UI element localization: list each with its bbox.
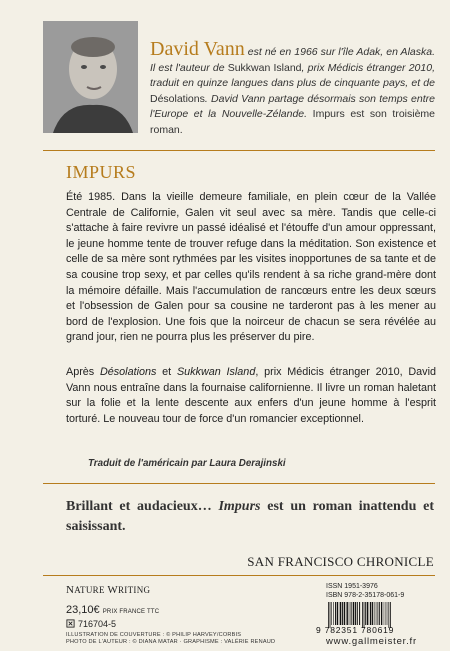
barcode-bar: [357, 602, 358, 625]
p2-text-a: Après: [66, 366, 100, 378]
bio-book-1: Sukkwan Island: [227, 61, 302, 74]
p2-book-2: Sukkwan Island: [176, 366, 256, 378]
collection-w: W: [107, 584, 118, 596]
price-value: 23,10€: [66, 604, 100, 616]
isbn: ISBN 978-2-35178-061-9: [326, 592, 405, 599]
barcode-bar: [351, 602, 352, 625]
author-name: David Vann: [150, 38, 245, 60]
bio-text-3: . David Vann partage désormais son temps entre l'Europe et la Nouvelle-Zélande.: [150, 92, 435, 120]
barcode-bar: [359, 602, 360, 625]
collection-ature: ATURE: [74, 585, 108, 595]
quote-source: SAN FRANCISCO CHRONICLE: [247, 554, 434, 569]
barcode-bar: [387, 602, 388, 625]
barcode-bar: [353, 602, 355, 625]
barcode-bar: [342, 602, 343, 625]
barcode-bar: [381, 602, 382, 625]
barcode-bar: [340, 602, 342, 625]
p2-text-c: , prix Médicis étranger 2010, David Vann nous entraîne dans la fournaise californienne. Il livre un roman haletant sur la folie et la lente descente aux enfers d'un jeune homme à l'esprit torturé. Le nouveau tour de force d'un romancier exceptionnel.: [66, 366, 436, 425]
collection-riting: RITING: [118, 585, 151, 595]
barcode-bar: [372, 602, 373, 625]
barcode-bar: [370, 602, 372, 625]
quote-text-c: est un roman inattendu et saisissant.: [66, 499, 434, 534]
barcode-bar: [355, 602, 356, 625]
barcode-bar: [365, 602, 366, 625]
middle-divider: [43, 483, 435, 484]
bio-text-2: , prix Médicis étranger 2010, traduit en quinze langues dans plus de cinquante pays, et de: [150, 61, 435, 89]
barcode-bar: [374, 602, 375, 625]
publisher-website[interactable]: www.gallmeister.fr: [326, 636, 417, 647]
barcode-bar: [383, 602, 384, 625]
barcode-bar: [344, 602, 346, 625]
issn: ISSN 1951-3976: [326, 583, 378, 590]
product-code: [66, 619, 116, 629]
author-bio: [150, 38, 436, 138]
barcode-bar: [331, 602, 332, 625]
quote-text-a: Brillant et audacieux…: [66, 499, 219, 514]
credits: [66, 632, 275, 646]
barcode-number: 9 782351 780619: [316, 625, 395, 635]
issn-isbn-block: [326, 582, 404, 600]
barcode-bar: [376, 602, 377, 625]
price: [66, 604, 159, 616]
credits-line-2: PHOTO DE L'AUTEUR : © DIANA MATAR · GRAPHISME : VALÉRIE RENAUD: [66, 639, 276, 645]
author-portrait-image: [43, 21, 138, 133]
barcode-bar: [378, 602, 379, 625]
barcode-bar: [337, 602, 338, 625]
p2-book-1: Désolations: [99, 366, 157, 378]
price-note: PRIX FRANCE TTC: [102, 609, 160, 615]
collection-name: [66, 584, 150, 596]
top-divider: [43, 150, 435, 151]
publisher-mark-icon: [66, 619, 75, 628]
barcode-bar: [335, 602, 336, 625]
barcode-bar: [333, 602, 334, 625]
summary-paragraph-2: [66, 365, 436, 427]
barcode-bar: [349, 602, 350, 625]
quote-title: Impurs: [218, 499, 261, 514]
bio-text-1: est né en 1966 sur l'île Adak, en Alaska. Il est l'auteur de: [150, 46, 435, 74]
barcode-bar: [367, 602, 368, 625]
p2-text-mid: et: [156, 366, 177, 378]
summary-paragraph-1: Été 1985. Dans la vieille demeure familiale, en plein cœur de la Vallée Centrale de Californie, Galen vit seul avec sa mère. Tandis que celle-ci s'attache à faire revivre un passé idéalisé et l'étouffe d'un amour oppressant, le jeune homme tente de trouver refuge dans la méditation. Son existence et celle de sa mère sont rythmées par les visites inopportunes de sa tante et de sa cousine trop sexy, et par celles qu'ils rendent à sa riche grand-mère dont la mémoire défaille. Mais l'accumulation de rancœurs entre les deux sœurs et l'obsession de Galen pour sa cousine ne tarderont pas à les mener au bord de l'explosion. Une fois que la noirceur de chacun se sera révélée au grand jour, rien ne pourra plus les préserver du pire.: [66, 191, 436, 344]
bottom-divider: [43, 575, 435, 576]
press-quote: [66, 497, 434, 537]
translator-credit: Traduit de l'américain par Laura Derajinski: [88, 458, 286, 469]
barcode-bar: [347, 602, 348, 625]
credits-line-1: ILLUSTRATION DE COUVERTURE : © PHILIP HARVEY/CORBIS: [66, 632, 242, 638]
product-code-value: 716704-5: [78, 619, 117, 629]
author-photo: [43, 21, 138, 133]
collection-n: N: [66, 584, 75, 596]
bio-text-4: Impurs est son troisième roman.: [150, 108, 436, 136]
barcode-bar: [385, 602, 386, 625]
barcode-bar: [379, 602, 380, 625]
bio-book-2: Désolations: [150, 92, 205, 105]
book-title: IMPURS: [66, 162, 137, 182]
